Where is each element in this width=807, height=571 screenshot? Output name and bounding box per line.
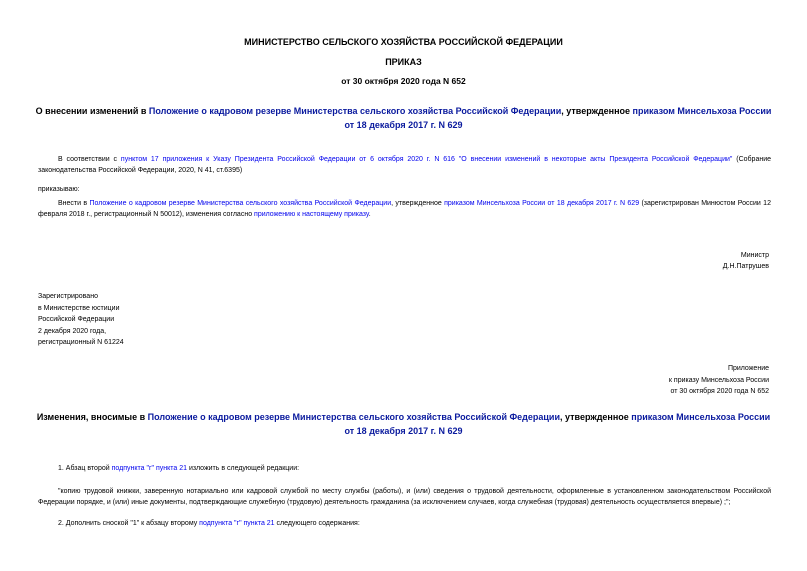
change-1-quote	[38, 486, 771, 508]
ministry-name: МИНИСТЕРСТВО СЕЛЬСКОГО ХОЗЯЙСТВА РОССИЙСКОЙ ФЕДЕРАЦИИ	[244, 37, 563, 47]
registration-line-1: Зарегистрировано	[38, 293, 98, 300]
basis-prefix: В соответствии с	[58, 156, 121, 163]
title-link-order[interactable]: приказом Минсельхоза России от 18 декабря 2017 г. N 629	[344, 106, 772, 130]
change-1-prefix: 1. Абзац второй	[58, 465, 112, 472]
basis-suffix: (Собрание законодательства Российской Федерации, 2020, N 41, ст.6395)	[38, 156, 772, 174]
paragraph-amend	[38, 198, 771, 220]
change-2-link-subpoint[interactable]: подпункта "г" пункта 21	[199, 520, 275, 527]
signature-role: Министр	[740, 252, 769, 259]
paragraph-basis	[38, 154, 771, 176]
registration-line-5: регистрационный N 61224	[38, 339, 124, 346]
signature-name: Д.Н.Патрушев	[722, 263, 769, 270]
quote-text: "копию трудовой книжки, заверенную нотариально или кадровой службой по месту службы (работы), и (или) сведения о трудовой деятельности, оформленные в установленном законодательством Российской Федерации порядке, и (или) иные документы, подтверждающие служебную (трудовую) деятельность гражданина (за исключением случаев, когда служебная (трудовая) деятельность осуществляется впервые)	[38, 488, 771, 506]
document-type: ПРИКАЗ	[385, 57, 422, 67]
change-1-link-subpoint[interactable]: подпункта "г" пункта 21	[111, 465, 187, 472]
title-prefix: О внесении изменений в	[35, 106, 149, 116]
title-link-regulation[interactable]: Положение о кадровом резерве Министерства сельского хозяйства Российской Федерации	[148, 106, 562, 116]
basis-link-decree[interactable]: пунктом 17 приложения к Указу Президента Российской Федерации от 6 октября 2020 г. N 616 "О внесении изменений в некоторые акты Президента Российской Федерации"	[120, 156, 733, 163]
appendix-line-1: Приложение	[727, 365, 769, 372]
change-2-suffix: следующего содержания:	[274, 520, 360, 527]
changes-title-link-order[interactable]: приказом Минсельхоза России от 18 декабря 2017 г. N 629	[344, 412, 771, 436]
change-item-2	[38, 518, 771, 529]
amend-link-regulation[interactable]: Положение о кадровом резерве Министерства сельского хозяйства Российской Федерации	[89, 200, 392, 207]
changes-title	[32, 410, 775, 438]
signature-block	[723, 250, 769, 272]
change-2-prefix: 2. Дополнить сноской "1" к абзацу второму	[58, 520, 200, 527]
amend-mid2: (зарегистрирован Минюстом России 12 февраля 2018 г., регистрационный N 50012), изменения согласно	[38, 200, 771, 218]
appendix-header	[669, 363, 769, 398]
changes-title-prefix: Изменения, вносимые в	[36, 412, 148, 422]
footnote-marker: ;";	[722, 499, 731, 506]
change-1-suffix: изложить в следующей редакции:	[187, 465, 300, 472]
amend-link-order[interactable]: приказом Минсельхоза России от 18 декабря 2017 г. N 629	[444, 200, 640, 207]
amend-end: .	[368, 211, 371, 218]
registration-block	[38, 291, 124, 349]
registration-line-4: 2 декабря 2020 года,	[38, 327, 107, 335]
amend-mid1: , утвержденное	[391, 200, 445, 207]
registration-line-3: Российской Федерации	[38, 316, 115, 323]
paragraph-orders: приказываю:	[38, 186, 80, 193]
appendix-line-3: от 30 октября 2020 года N 652	[670, 388, 769, 395]
changes-title-link-regulation[interactable]: Положение о кадровом резерве Министерства сельского хозяйства Российской Федерации	[147, 412, 560, 422]
changes-title-middle: , утвержденное	[560, 412, 632, 422]
amend-link-appendix[interactable]: приложению к настоящему приказу	[254, 211, 369, 218]
appendix-line-2: к приказу Минсельхоза России	[668, 376, 769, 384]
document-title	[32, 104, 775, 132]
amend-prefix: Внести в	[58, 200, 90, 207]
document-date-number: от 30 октября 2020 года N 652	[341, 76, 466, 86]
registration-line-2: в Министерстве юстиции	[38, 304, 120, 312]
title-middle: , утвержденное	[561, 106, 633, 116]
change-item-1	[38, 463, 771, 474]
